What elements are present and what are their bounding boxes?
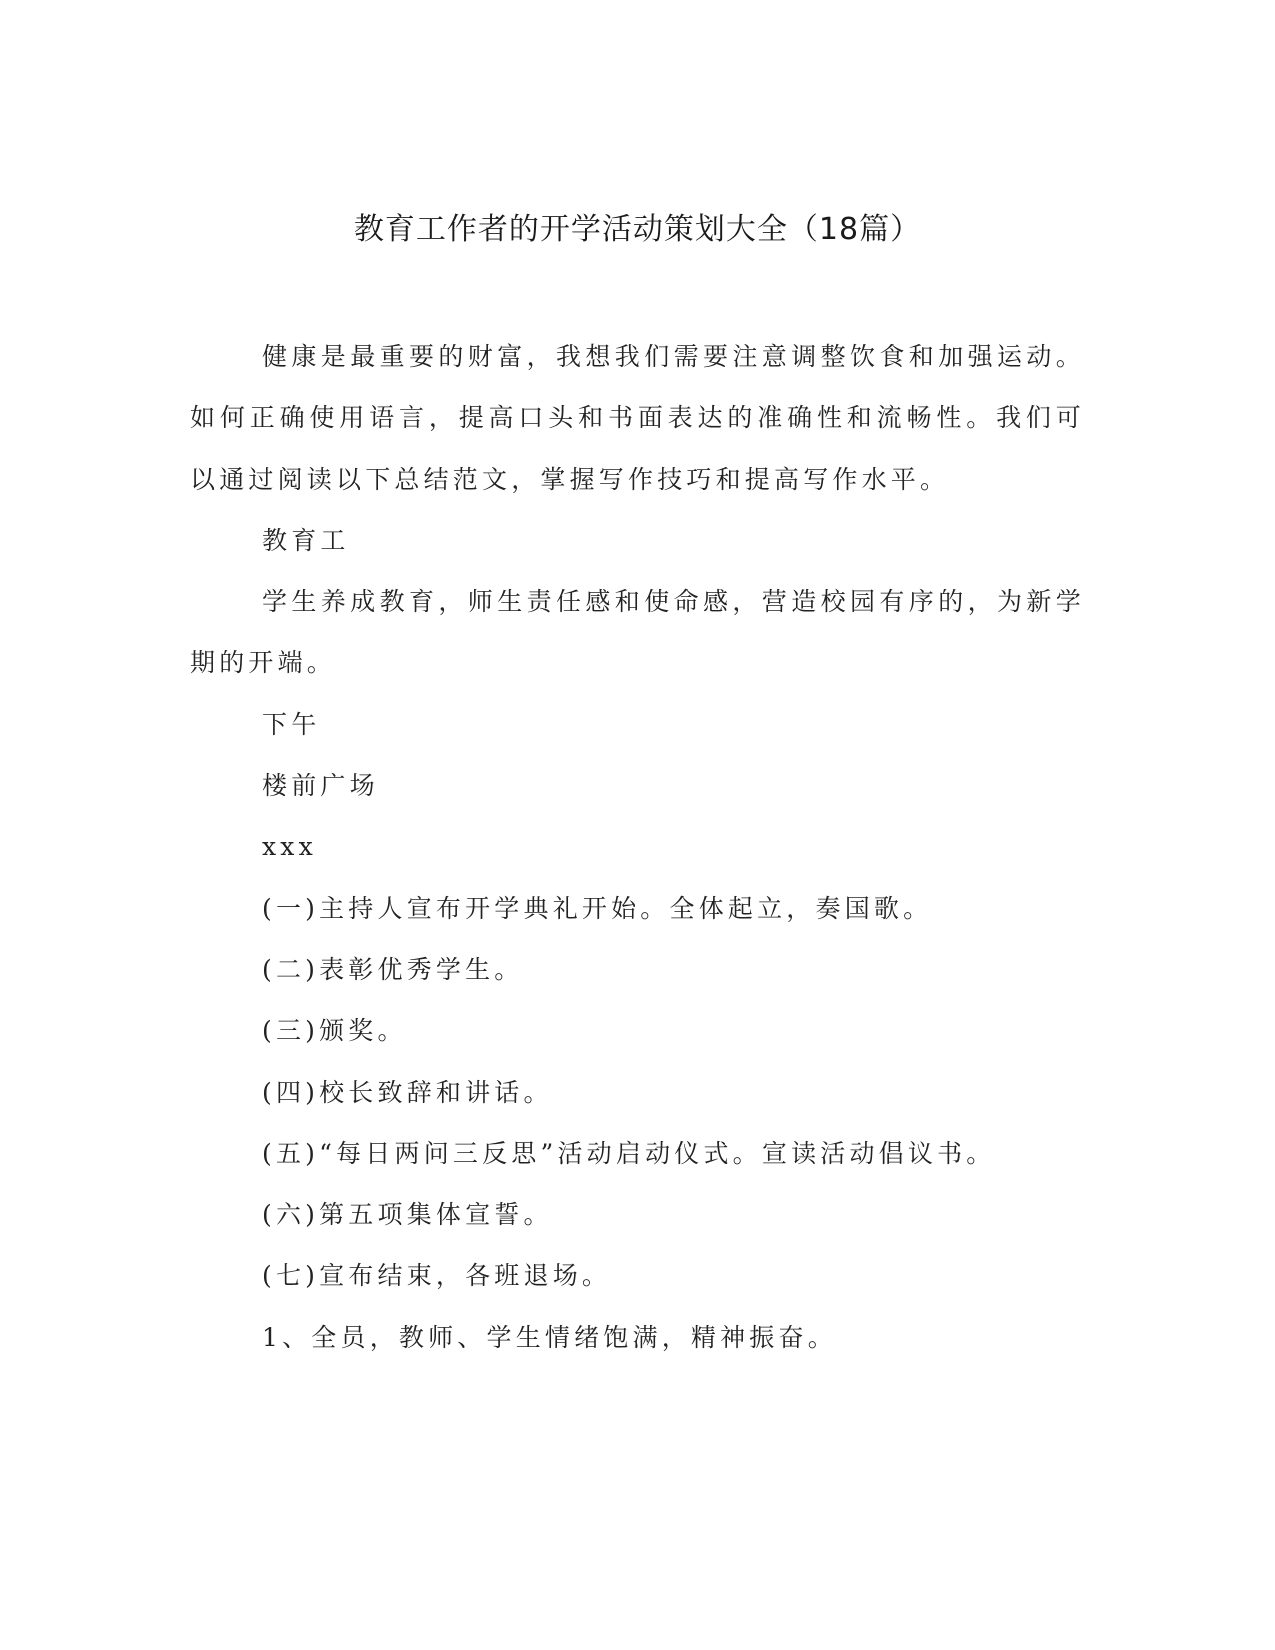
paragraph-location: 楼前广场 bbox=[262, 771, 379, 801]
paragraph-purpose: 学生养成教育，师生责任感和使命感，营造校园有序的，为新学期的开端。 bbox=[190, 587, 1085, 678]
agenda-item-7: (七)宣布结束，各班退场。 bbox=[262, 1261, 612, 1291]
requirement-item-1: 1、全员，教师、学生情绪饱满，精神振奋。 bbox=[262, 1322, 837, 1352]
agenda-item-5: (五)“每日两问三反思”活动启动仪式。宣读活动倡议书。 bbox=[262, 1138, 996, 1168]
paragraph-heading-education: 教育工 bbox=[262, 525, 350, 555]
document-title: 教育工作者的开学活动策划大全（18篇） bbox=[353, 212, 922, 247]
paragraph-intro: 健康是最重要的财富，我想我们需要注意调整饮食和加强运动。如何正确使用语言，提高口头和书面表达的准确性和流畅性。我们可以通过阅读以下总结范文，掌握写作技巧和提高写作水平。 bbox=[190, 342, 1085, 494]
agenda-item-1: (一)主持人宣布开学典礼开始。全体起立，奏国歌。 bbox=[262, 893, 933, 923]
agenda-item-2: (二)表彰优秀学生。 bbox=[262, 954, 524, 984]
document-body bbox=[190, 326, 1085, 1368]
agenda-item-6: (六)第五项集体宣誓。 bbox=[262, 1200, 553, 1230]
agenda-item-3: (三)颁奖。 bbox=[262, 1016, 407, 1046]
paragraph-participants: xxx bbox=[262, 832, 317, 862]
paragraph-time: 下午 bbox=[262, 709, 321, 739]
agenda-item-4: (四)校长致辞和讲话。 bbox=[262, 1077, 553, 1107]
